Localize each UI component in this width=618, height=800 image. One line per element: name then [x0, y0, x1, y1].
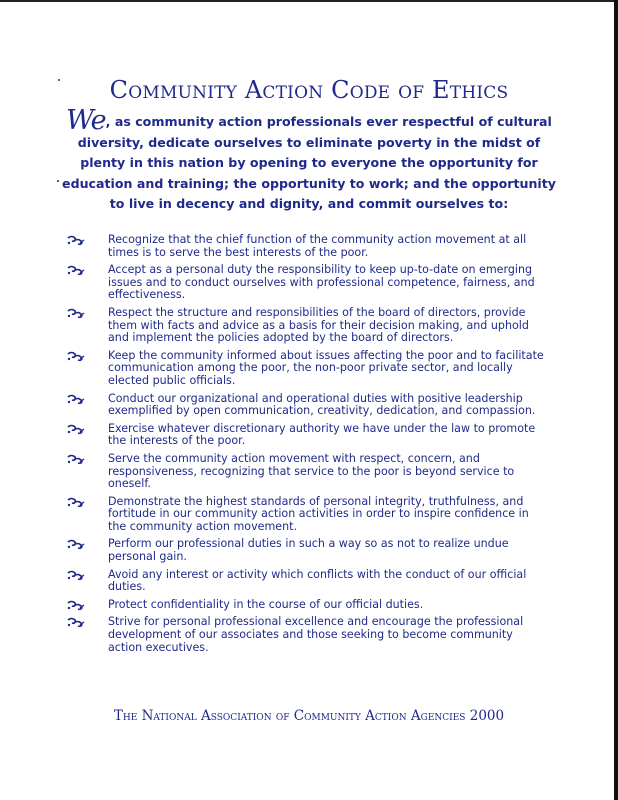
ethics-item-text: Recognize that the chief function of the community action movement at all times is to serve the best interests of the poor.	[108, 233, 527, 259]
ethics-item	[66, 393, 550, 418]
ornament-bullet-icon	[66, 600, 86, 612]
intro-paragraph	[58, 105, 560, 215]
ethics-item	[66, 234, 550, 259]
ethics-item-text: Serve the community action movement with respect, concern, and responsiveness, recognizing that service to the poor is beyond service to oneself.	[108, 451, 515, 491]
ethics-item	[66, 599, 550, 612]
ethics-item-text: Perform our professional duties in such a way so as not to realize undue personal gain.	[108, 537, 509, 564]
page-right-edge	[614, 0, 618, 800]
ethics-item	[66, 350, 550, 388]
ethics-item-text: Exercise whatever discretionary authority we have under the law to promote the interests of the poor.	[108, 421, 536, 448]
ethics-item	[66, 264, 550, 302]
ornament-bullet-icon	[66, 539, 86, 551]
ornament-bullet-icon	[66, 497, 86, 509]
ornament-bullet-icon	[66, 308, 86, 320]
intro-text: , as community action professionals ever respectful of cultural diversity, dedicate ourselves to eliminate poverty in the midst of plenty in this nation by opening to everyone the opportunity for education and training; the opportunity to work; and the opportunity to live in decency and dignity, and commit ourselves to:	[62, 114, 556, 211]
ornament-bullet-icon	[66, 617, 86, 629]
ethics-list	[66, 234, 550, 659]
ethics-item-text: Conduct our organizational and operational duties with positive leadership exemplified by open communication, creativity, dedication, and compassion.	[108, 391, 536, 418]
ethics-item-text: Strive for personal professional excellence and encourage the professional development of our associates and those seeking to become community action executives.	[108, 615, 524, 654]
ethics-item	[66, 616, 550, 654]
ethics-item-text: Protect confidentiality in the course of our official duties.	[108, 597, 424, 611]
ethics-item	[66, 569, 550, 594]
ethics-item-text: Avoid any interest or activity which conflicts with the conduct of our official duties.	[108, 567, 527, 594]
ethics-item	[66, 453, 550, 491]
ornament-bullet-icon	[66, 424, 86, 436]
footer-attribution: The National Association of Community Action Agencies 2000	[113, 708, 505, 724]
page-top-edge	[0, 0, 618, 2]
ethics-item-text: Keep the community informed about issues affecting the poor and to facilitate communication among the poor, the non-poor private sector, and locally elected public officials.	[108, 348, 544, 387]
ornament-bullet-icon	[66, 235, 86, 247]
ethics-item	[66, 538, 550, 563]
ethics-item	[66, 307, 550, 345]
ornament-bullet-icon	[66, 454, 86, 466]
document-title-text: Community Action Code of Ethics	[109, 76, 509, 104]
ethics-item	[66, 423, 550, 448]
intro-drop-word: We	[66, 105, 106, 136]
ornament-bullet-icon	[66, 570, 86, 582]
ethics-item-text: Demonstrate the highest standards of personal integrity, truthfulness, and fortitude in our community action activities in order to inspire confidence in the community action movement.	[108, 494, 529, 533]
ethics-item	[66, 496, 550, 534]
ornament-bullet-icon	[66, 265, 86, 277]
document-title	[0, 76, 618, 104]
ornament-bullet-icon	[66, 394, 86, 406]
ethics-item-text: Respect the structure and responsibilities of the board of directors, provide them with facts and advice as a basis for their decision making, and uphold and implement the policies adopted by the board of directors.	[108, 305, 529, 345]
ornament-bullet-icon	[66, 351, 86, 363]
ethics-item-text: Accept as a personal duty the responsibility to keep up-to-date on emerging issues and to conduct ourselves with professional competence, fairness, and effectiveness.	[108, 263, 535, 302]
